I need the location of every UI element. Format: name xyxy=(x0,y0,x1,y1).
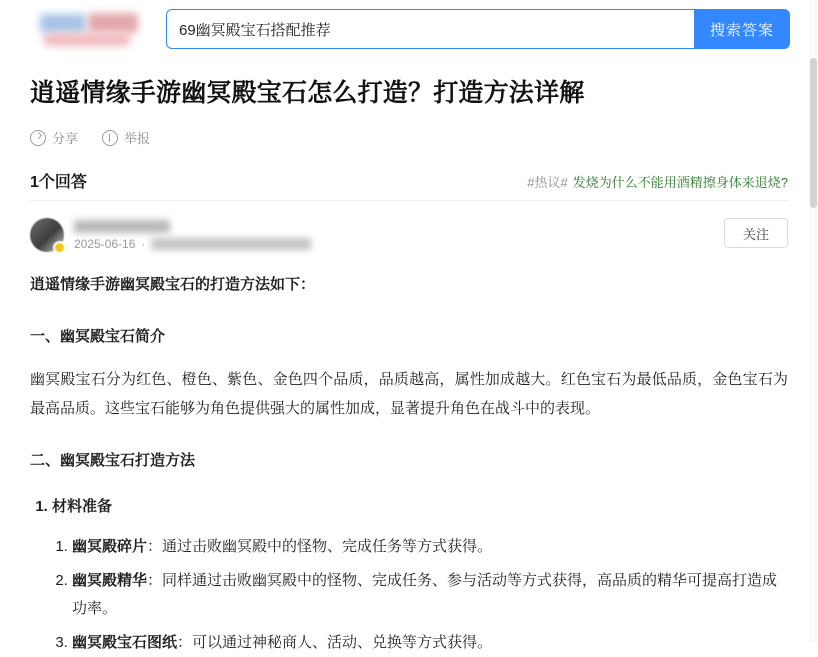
share-action[interactable] xyxy=(30,128,78,147)
answer-lead: 逍遥情缘手游幽冥殿宝石的打造方法如下： xyxy=(30,276,316,293)
share-icon xyxy=(30,130,46,146)
report-icon xyxy=(102,130,118,146)
search-form xyxy=(166,9,790,49)
meta-separator: · xyxy=(141,236,146,251)
avatar[interactable] xyxy=(30,218,64,252)
material-desc-3: ：可以通过神秘商人、活动、兑换等方式获得。 xyxy=(177,634,493,651)
page-title: 逍遥情缘手游幽冥殿宝石怎么打造？打造方法详解 xyxy=(30,79,585,107)
section-paragraph-1: 幽冥殿宝石分为红色、橙色、紫色、金色四个品质，品质越高，属性加成越大。红色宝石为最低品质，金色宝石为最高品质。这些宝石能够为角色提供强大的属性加成，显著提升角色在战斗中的表现。 xyxy=(30,371,788,417)
page-scrollbar[interactable] xyxy=(809,0,818,643)
material-name-3: 幽冥殿宝石图纸 xyxy=(72,634,178,651)
step-label-1: 材料准备 xyxy=(52,498,113,515)
verified-badge-icon xyxy=(53,241,66,254)
article-meta-row xyxy=(30,128,788,147)
author-subline xyxy=(74,237,311,251)
material-name-2: 幽冥殿精华 xyxy=(72,572,148,589)
author-extra-blurred xyxy=(151,238,311,250)
list-item xyxy=(52,493,788,657)
report-label: 举报 xyxy=(124,131,151,146)
share-label: 分享 xyxy=(52,131,79,146)
hot-topic-link[interactable]: 发烧为什么不能用酒精擦身体来退烧? xyxy=(572,175,788,190)
answer-date: 2025-06-16 xyxy=(74,236,136,251)
hot-topic-tag: #热议# xyxy=(527,175,568,190)
answers-count: 1个回答 xyxy=(30,174,87,191)
search-input[interactable] xyxy=(166,9,694,49)
follow-button[interactable]: 关注 xyxy=(724,218,788,248)
search-submit-button[interactable]: 搜索答案 xyxy=(694,9,790,49)
section-heading-1: 一、幽冥殿宝石简介 xyxy=(30,328,166,345)
top-search-bar xyxy=(0,0,818,58)
list-item xyxy=(72,533,788,561)
scrollbar-thumb[interactable] xyxy=(810,58,817,208)
hot-topic xyxy=(527,172,788,191)
answer-author-row xyxy=(30,215,788,255)
method-step-list xyxy=(30,493,788,657)
author-info xyxy=(74,220,311,251)
answers-header xyxy=(30,169,788,201)
site-logo[interactable] xyxy=(40,12,140,46)
material-desc-1: ：通过击败幽冥殿中的怪物、完成任务等方式获得。 xyxy=(147,538,493,555)
author-name[interactable] xyxy=(74,220,170,233)
logo-shape-2 xyxy=(88,13,138,33)
article-container xyxy=(0,76,818,657)
logo-shape-1 xyxy=(40,14,86,33)
report-action[interactable] xyxy=(102,128,150,147)
material-desc-2: ：同样通过击败幽冥殿中的怪物、完成任务、参与活动等方式获得，高品质的精华可提高打造成功率。 xyxy=(72,572,778,617)
logo-shape-3 xyxy=(44,33,130,46)
answer-body xyxy=(30,271,788,657)
list-item xyxy=(72,629,788,657)
material-list xyxy=(52,533,788,657)
material-name-1: 幽冥殿碎片 xyxy=(72,538,148,555)
section-heading-2: 二、幽冥殿宝石打造方法 xyxy=(30,452,196,469)
list-item xyxy=(72,567,788,623)
